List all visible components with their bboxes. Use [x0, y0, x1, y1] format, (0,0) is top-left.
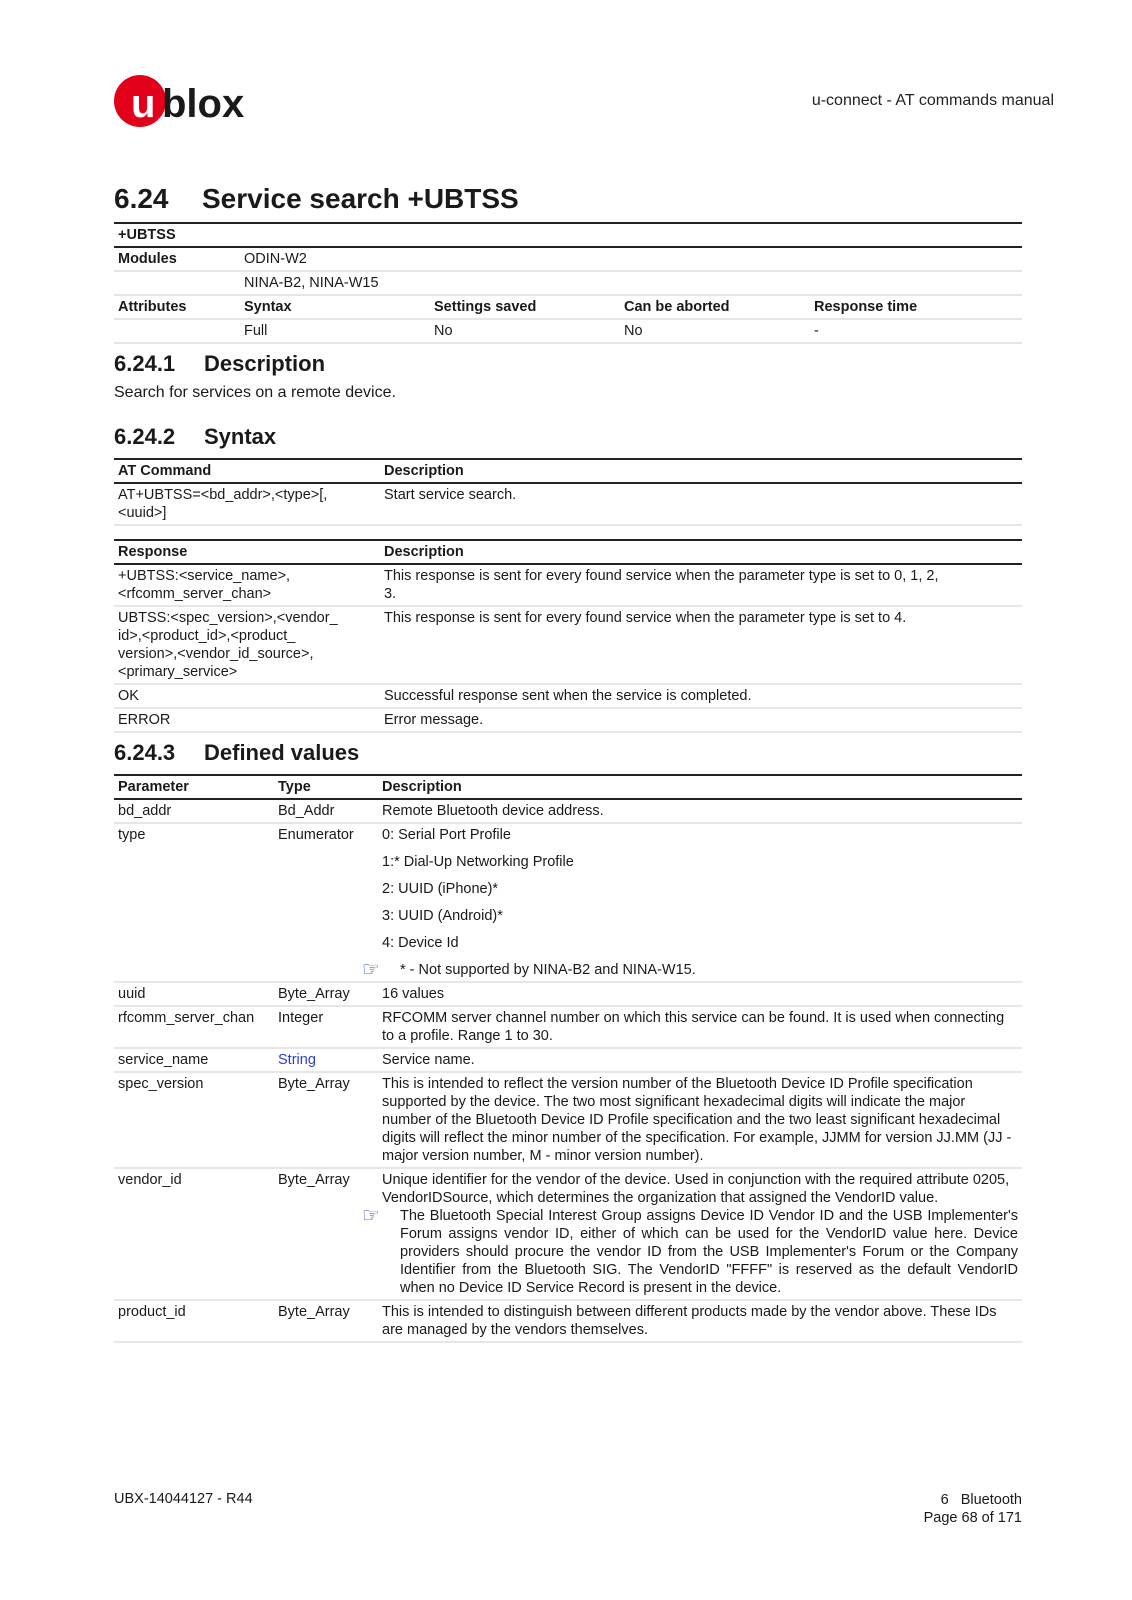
description-cell: Error message.: [380, 708, 1022, 732]
description-cell: Start service search.: [380, 483, 1022, 525]
table-row: [114, 606, 1022, 684]
page-info: [924, 1491, 1022, 1527]
subsection-title: Syntax: [204, 424, 277, 449]
svg-text:blox: blox: [162, 82, 245, 126]
attr-header-response-time: Response time: [810, 295, 1022, 319]
document-id: UBX-14044127 - R44: [114, 1491, 253, 1507]
subsection-number: 6.24.2: [114, 424, 176, 449]
enum-value: 0: Serial Port Profile: [382, 827, 511, 843]
description-cell: Remote Bluetooth device address.: [378, 799, 1022, 823]
attr-value-syntax: Full: [240, 319, 430, 343]
pointing-hand-icon: ☞: [362, 1205, 380, 1227]
parameter-cell: service_name: [114, 1048, 274, 1072]
document-title: u-connect - AT commands manual: [811, 92, 1054, 109]
defined-values-heading: [114, 740, 359, 766]
description-heading: [114, 351, 325, 377]
defined-values-table: [114, 774, 1022, 1343]
subsection-number: 6.24.1: [114, 351, 176, 376]
table-row: [114, 684, 1022, 708]
column-header: Description: [380, 459, 1022, 483]
table-row: [114, 982, 1022, 1006]
table-row: [114, 823, 1022, 982]
parameter-cell: uuid: [114, 982, 274, 1006]
description-cell: This response is sent for every found service when the parameter type is set to 0, 1, 2, 3.: [380, 564, 1022, 606]
column-header: Description: [378, 775, 1022, 799]
parameter-cell: rfcomm_server_chan: [114, 1006, 274, 1048]
description-cell: [362, 1168, 1022, 1300]
description-cell: Service name.: [378, 1048, 1022, 1072]
column-header: AT Command: [114, 459, 380, 483]
type-cell: Byte_Array: [274, 1300, 378, 1342]
table-row: [114, 1048, 1022, 1072]
table-row: [114, 483, 1022, 525]
section-title: Service search +UBTSS: [202, 183, 519, 214]
command-name: +UBTSS: [114, 223, 1022, 247]
table-row: [114, 1168, 1022, 1300]
response-cell: +UBTSS:<service_name>, <rfcomm_server_chan>: [114, 564, 380, 606]
response-cell: ERROR: [114, 708, 380, 732]
chapter-label: 6 Bluetooth: [940, 1492, 1022, 1508]
section-number: 6.24: [114, 183, 169, 214]
attributes-label: Attributes: [114, 295, 240, 319]
description-cell: This response is sent for every found service when the parameter type is set to 4.: [380, 606, 1022, 684]
parameter-cell: vendor_id: [114, 1168, 274, 1300]
column-header: Response: [114, 540, 380, 564]
modules-label: Modules: [114, 247, 240, 271]
at-command-table: [114, 458, 1022, 526]
attr-header-settings-saved: Settings saved: [430, 295, 620, 319]
page-number: Page 68 of 171: [923, 1510, 1022, 1526]
table-row: [114, 799, 1022, 823]
note: [362, 961, 1018, 979]
vendor-id-description: Unique identifier for the vendor of the device. Used in conjunction with the required attribute 0205, VendorIDSource, which determines the organization that assigned the VendorID value.: [382, 1172, 1010, 1206]
description-text: Search for services on a remote device.: [114, 384, 396, 401]
parameter-cell: bd_addr: [114, 799, 274, 823]
parameter-cell: product_id: [114, 1300, 274, 1342]
note-text: The Bluetooth Special Interest Group assigns Device ID Vendor ID and the USB Implementer's Forum assigns vendor ID, either of which can be used for the VendorID value here. Device providers should procure the vendor ID from the USB Implementer's Forum or the Company Identifier from the Bluetooth SIG. The VendorID "FFFF" is reserved as the default VendorID when no Device ID Service Record is present in the device.: [400, 1208, 1018, 1296]
module-item: ODIN-W2: [240, 247, 1022, 271]
section-heading: [114, 183, 519, 215]
attr-value-response-time: -: [810, 319, 1022, 343]
table-row: [114, 1006, 1022, 1048]
description-cell: Successful response sent when the service is completed.: [380, 684, 1022, 708]
table-row: [114, 708, 1022, 732]
pointing-hand-icon: ☞: [362, 959, 380, 981]
type-cell: Byte_Array: [274, 1072, 378, 1168]
enum-value: 4: Device Id: [382, 935, 459, 951]
syntax-heading: [114, 424, 276, 450]
column-header: Description: [380, 540, 1022, 564]
module-item: NINA-B2, NINA-W15: [240, 271, 1022, 295]
type-cell: Bd_Addr: [274, 799, 378, 823]
description-cell: This is intended to reflect the version number of the Bluetooth Device ID Profile specification supported by the device. The two most significant hexadecimal digits will indicate the major number of the Bluetooth Device ID Profile specification and the two least significant hexadecimal digits will reflect the minor number of the specification. For example, JJMM for version JJ.MM (JJ - major version number, M - minor version number).: [378, 1072, 1022, 1168]
attr-value-can-be-aborted: No: [620, 319, 810, 343]
description-cell: This is intended to distinguish between different products made by the vendor above. These IDs are managed by the vendors themselves.: [378, 1300, 1022, 1342]
table-row: [114, 1072, 1022, 1168]
at-command-cell: AT+UBTSS=<bd_addr>,<type>[, <uuid>]: [114, 483, 380, 525]
type-cell: Byte_Array: [274, 1168, 378, 1300]
type-cell: [274, 1048, 378, 1072]
subsection-number: 6.24.3: [114, 740, 176, 765]
subsection-title: Defined values: [204, 740, 360, 765]
ublox-logo: [114, 73, 264, 129]
attr-header-syntax: Syntax: [240, 295, 430, 319]
table-row: [114, 564, 1022, 606]
description-cell: [362, 823, 1022, 982]
enum-value: 1:* Dial-Up Networking Profile: [382, 854, 574, 870]
description-cell: RFCOMM server channel number on which this service can be found. It is used when connecting to a profile. Range 1 to 30.: [378, 1006, 1022, 1048]
string-type-link[interactable]: String: [278, 1052, 316, 1068]
type-cell: Byte_Array: [274, 982, 378, 1006]
enum-value: 3: UUID (Android)*: [382, 908, 503, 924]
attr-value-settings-saved: No: [430, 319, 620, 343]
column-header: Type: [274, 775, 378, 799]
response-table: [114, 539, 1022, 733]
enum-value: 2: UUID (iPhone)*: [382, 881, 499, 897]
parameter-cell: type: [114, 823, 274, 982]
response-cell: UBTSS:<spec_version>,<vendor_ id>,<product_id>,<product_ version>,<vendor_id_source>, <primary_service>: [114, 606, 380, 684]
attr-header-can-be-aborted: Can be aborted: [620, 295, 810, 319]
type-cell: Integer: [274, 1006, 378, 1048]
note: [362, 1207, 1018, 1297]
subsection-title: Description: [204, 351, 326, 376]
response-cell: OK: [114, 684, 380, 708]
description-cell: 16 values: [378, 982, 1022, 1006]
svg-text:u: u: [131, 82, 156, 126]
column-header: Parameter: [114, 775, 274, 799]
note-text: * - Not supported by NINA-B2 and NINA-W15.: [400, 962, 696, 978]
parameter-cell: spec_version: [114, 1072, 274, 1168]
table-row: [114, 1300, 1022, 1342]
type-cell: Enumerator: [274, 823, 378, 982]
command-info-table: [114, 222, 1022, 344]
